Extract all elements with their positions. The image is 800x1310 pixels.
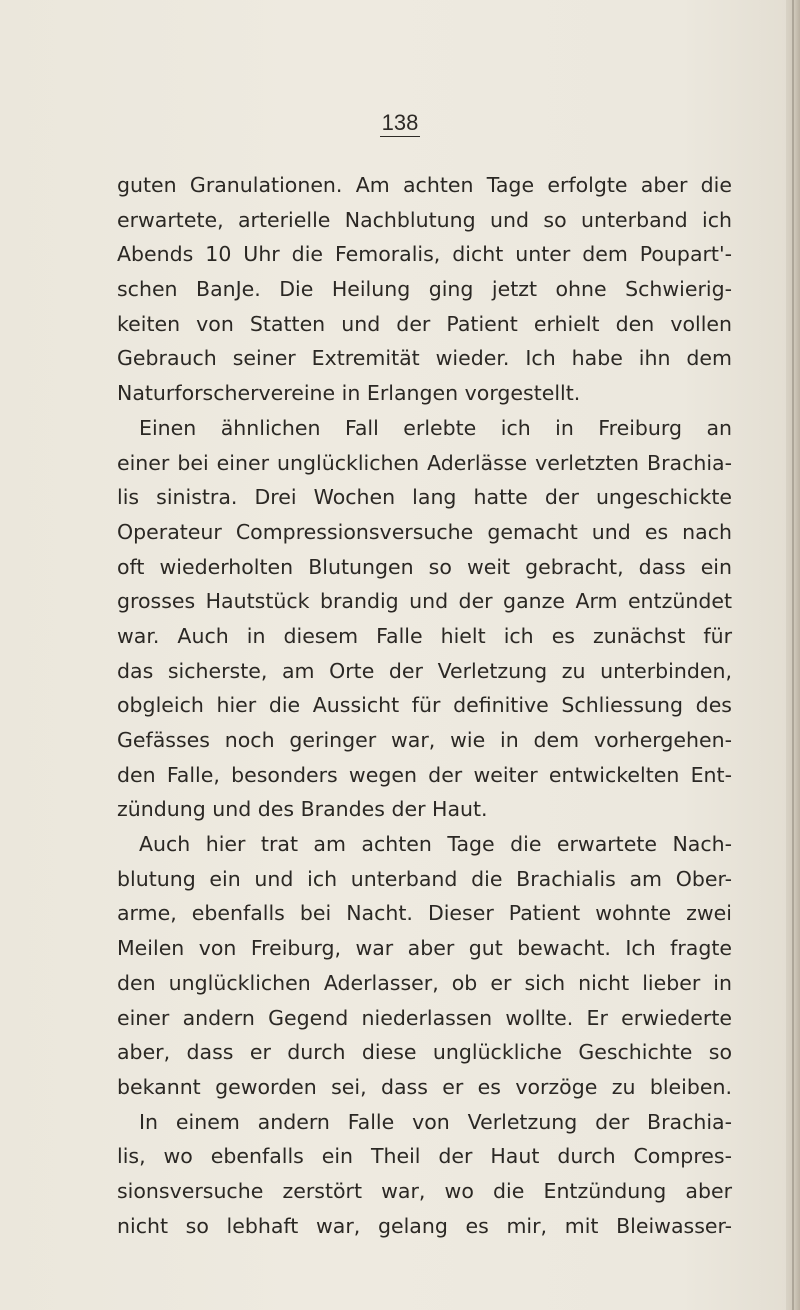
text-line: Naturforschervereine in Erlangen vorgestellt. (117, 381, 581, 406)
text-line: Einen ähnlichen Fall erlebte ich in Freiburg an (139, 415, 732, 440)
text-line: keiten von Statten und der Patient erhielt den vollen (117, 311, 732, 336)
text-line: guten Granulationen. Am achten Tage erfolgte aber die (117, 173, 732, 197)
body-text (117, 168, 732, 1243)
text-line: lis sinistra. Drei Wochen lang hatte der ungeschickte (117, 485, 732, 510)
text-line: Operateur Compressionsversuche gemacht und es nach (117, 519, 732, 544)
text-line: lis, wo ebenfalls ein Theil der Haut durch Compres- (117, 1144, 732, 1169)
text-line: schen BanJe. Die Heilung ging jetzt ohne Schwierig- (117, 277, 732, 302)
text-line: zündung und des Brandes der Haut. (117, 797, 488, 822)
text-line: grosses Hautstück brandig und der ganze Arm entzündet (117, 589, 732, 614)
text-line: einer bei einer unglücklichen Aderlässe verletzten Brachia- (117, 450, 732, 475)
text-line: war. Auch in diesem Falle hielt ich es zunächst für (117, 623, 732, 648)
text-line: blutung ein und ich unterband die Brachialis am Ober- (117, 866, 732, 891)
text-line: einer andern Gegend niederlassen wollte. Er erwiederte (117, 1005, 732, 1030)
text-line: Gebrauch seiner Extremität wieder. Ich habe ihn dem (117, 346, 732, 371)
text-line: nicht so lebhaft war, gelang es mir, mit Bleiwasser- (117, 1213, 732, 1238)
page-number (0, 110, 800, 136)
text-line: Abends 10 Uhr die Femoralis, dicht unter dem Poupart'- (117, 242, 732, 267)
text-line: erwartete, arterielle Nachblutung und so unterband ich (117, 207, 732, 232)
text-line: das sicherste, am Orte der Verletzung zu unterbinden, (117, 658, 732, 683)
text-line: Meilen von Freiburg, war aber gut bewacht. Ich fragte (117, 936, 732, 961)
text-line: arme, ebenfalls bei Nacht. Dieser Patient wohnte zwei (117, 901, 732, 926)
text-line: den unglücklichen Aderlasser, ob er sich nicht lieber in (117, 970, 732, 995)
text-line: sionsversuche zerstört war, wo die Entzündung aber (117, 1178, 732, 1203)
text-line: Gefässes noch geringer war, wie in dem vorhergehen- (117, 728, 732, 752)
page-number-text: 138 (381, 110, 419, 135)
text-line: bekannt geworden sei, dass er es vorzöge zu bleiben. (117, 1074, 732, 1099)
text-line: obgleich hier die Aussicht für definitive Schliessung des (117, 693, 732, 718)
text-line: In einem andern Falle von Verletzung der Brachia- (139, 1109, 732, 1134)
text-line: oft wiederholten Blutungen so weit gebracht, dass ein (117, 554, 732, 579)
text-line: Auch hier trat am achten Tage die erwartete Nach- (139, 832, 732, 857)
page-edge-line (792, 0, 794, 1310)
text-line: aber, dass er durch diese unglückliche Geschichte so (117, 1040, 732, 1065)
text-line: den Falle, besonders wegen der weiter entwickelten Ent- (117, 762, 732, 787)
